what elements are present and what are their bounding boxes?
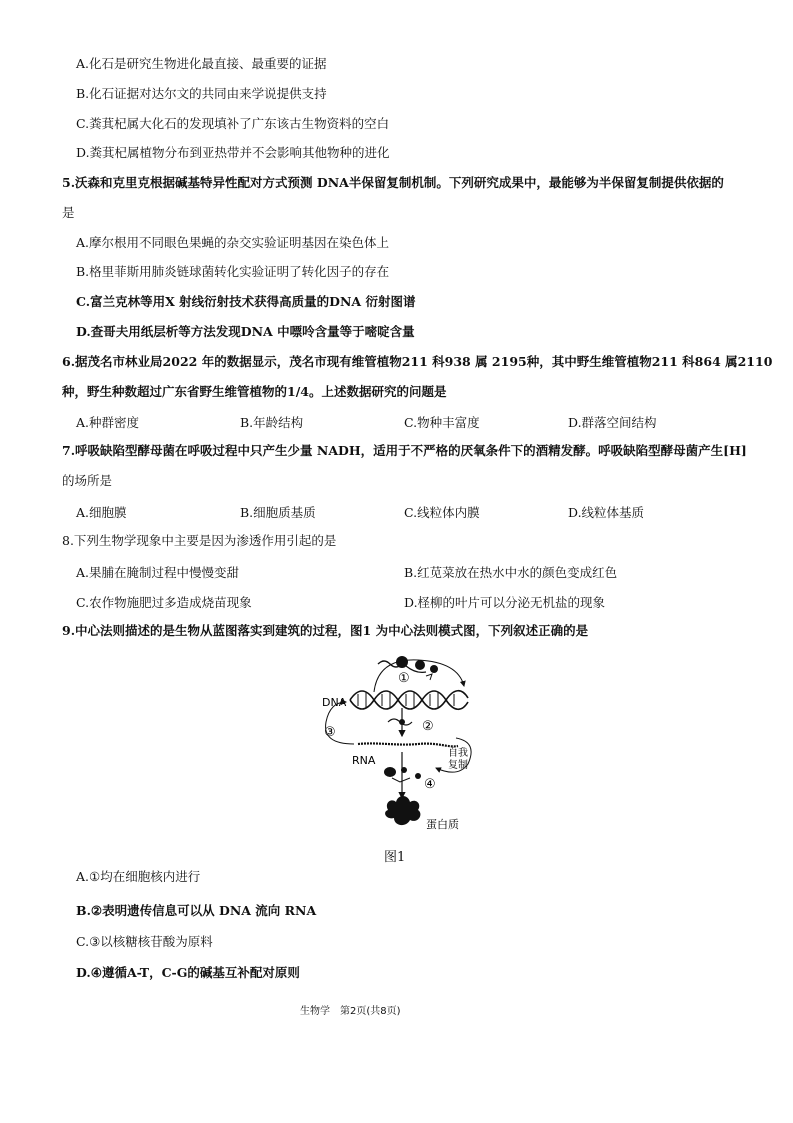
page-footer: 生物学 第2页(共8页)	[300, 1006, 401, 1017]
rna-label: RNA	[352, 754, 376, 767]
q9-option-b: B.②表明遗传信息可以从 DNA 流向 RNA	[76, 903, 317, 918]
label-4: ④	[424, 777, 436, 792]
q5-option-b: B.格里菲斯用肺炎链球菌转化实验证明了转化因子的存在	[76, 264, 390, 279]
label-3: ③	[324, 725, 336, 740]
q8-option-b: B.红苋菜放在热水中水的颜色变成红色	[404, 565, 618, 580]
q6-option-c: C.物种丰富度	[404, 415, 480, 430]
q4-option-b: B.化石证据对达尔文的共同由来学说提供支持	[76, 86, 327, 101]
q5-option-d: D.查哥夫用纸层析等方法发现DNA 中嘌呤含量等于嘧啶含量	[76, 324, 415, 339]
q6-stem-line1: 6.据茂名市林业局2022 年的数据显示，茂名市现有维管植物211 科938 属 2195种，其中野生维管植物211 科864 属2110	[62, 354, 773, 369]
q8-option-c: C.农作物施肥过多造成烧苗现象	[76, 595, 252, 610]
dna-label: DNA	[322, 696, 347, 709]
q4-option-a: A.化石是研究生物进化最直接、最重要的证据	[76, 56, 327, 71]
protein-label: 蛋白质	[426, 818, 459, 831]
transcription-icon	[388, 719, 412, 725]
protein-icon	[385, 796, 420, 825]
q8-option-d: D.柽柳的叶片可以分泌无机盐的现象	[404, 595, 606, 610]
q7-option-a: A.细胞膜	[76, 505, 127, 520]
q6-option-a: A.种群密度	[76, 415, 140, 430]
q9-option-c: C.③以核糖核苷酸为原料	[76, 934, 213, 949]
q6-stem-line2: 种，野生种数超过广东省野生维管植物的1/4。上述数据研究的问题是	[62, 384, 447, 399]
q7-stem-line1: 7.呼吸缺陷型酵母菌在呼吸过程中只产生少量 NADH，适用于不严格的厌氧条件下的酒精发酵。呼吸缺陷型酵母菌产生[H]	[62, 443, 747, 458]
q4-option-d: D.粪萁杞属植物分布到亚热带并不会影响其他物种的进化	[76, 145, 390, 160]
label-1: ①	[398, 671, 410, 686]
central-dogma-figure	[318, 652, 478, 832]
q7-stem-line2: 的场所是	[62, 473, 113, 488]
q8-option-a: A.果脯在腌制过程中慢慢变甜	[76, 565, 240, 580]
self-rep-label-1: 自我	[448, 748, 468, 759]
q7-option-d: D.线粒体基质	[568, 505, 645, 520]
q6-option-d: D.群落空间结构	[568, 415, 657, 430]
q9-stem: 9.中心法则描述的是生物从蓝图落实到建筑的过程，图1 为中心法则模式图，下列叙述正确的是	[62, 623, 589, 638]
rna-strand-icon	[358, 743, 458, 746]
q6-option-b: B.年龄结构	[240, 415, 304, 430]
q7-option-c: C.线粒体内膜	[404, 505, 480, 520]
q5-stem-line2: 是	[62, 205, 75, 220]
q5-stem-line1: 5.沃森和克里克根据碱基特异性配对方式预测 DNA半保留复制机制。下列研究成果中，最能够为半保留复制提供依据的	[62, 175, 724, 190]
q8-stem: 8.下列生物学现象中主要是因为渗透作用引起的是	[62, 533, 337, 548]
q7-option-b: B.细胞质基质	[240, 505, 316, 520]
q9-option-a: A.①均在细胞核内进行	[76, 869, 201, 884]
self-rep-label-2: 复制	[448, 760, 468, 771]
dna-helix-icon	[350, 691, 468, 710]
q5-option-c: C.富兰克林等用X 射线衍射技术获得高质量的DNA 衍射图谱	[76, 294, 416, 309]
label-2: ②	[422, 719, 434, 734]
q9-option-d: D.④遵循A-T，C-G的碱基互补配对原则	[76, 965, 300, 980]
q4-option-c: C.粪萁杞属大化石的发现填补了广东该古生物资料的空白	[76, 116, 390, 131]
q5-option-a: A.摩尔根用不同眼色果蝇的杂交实验证明基因在染色体上	[76, 235, 390, 250]
figure-caption: 图1	[384, 850, 406, 865]
